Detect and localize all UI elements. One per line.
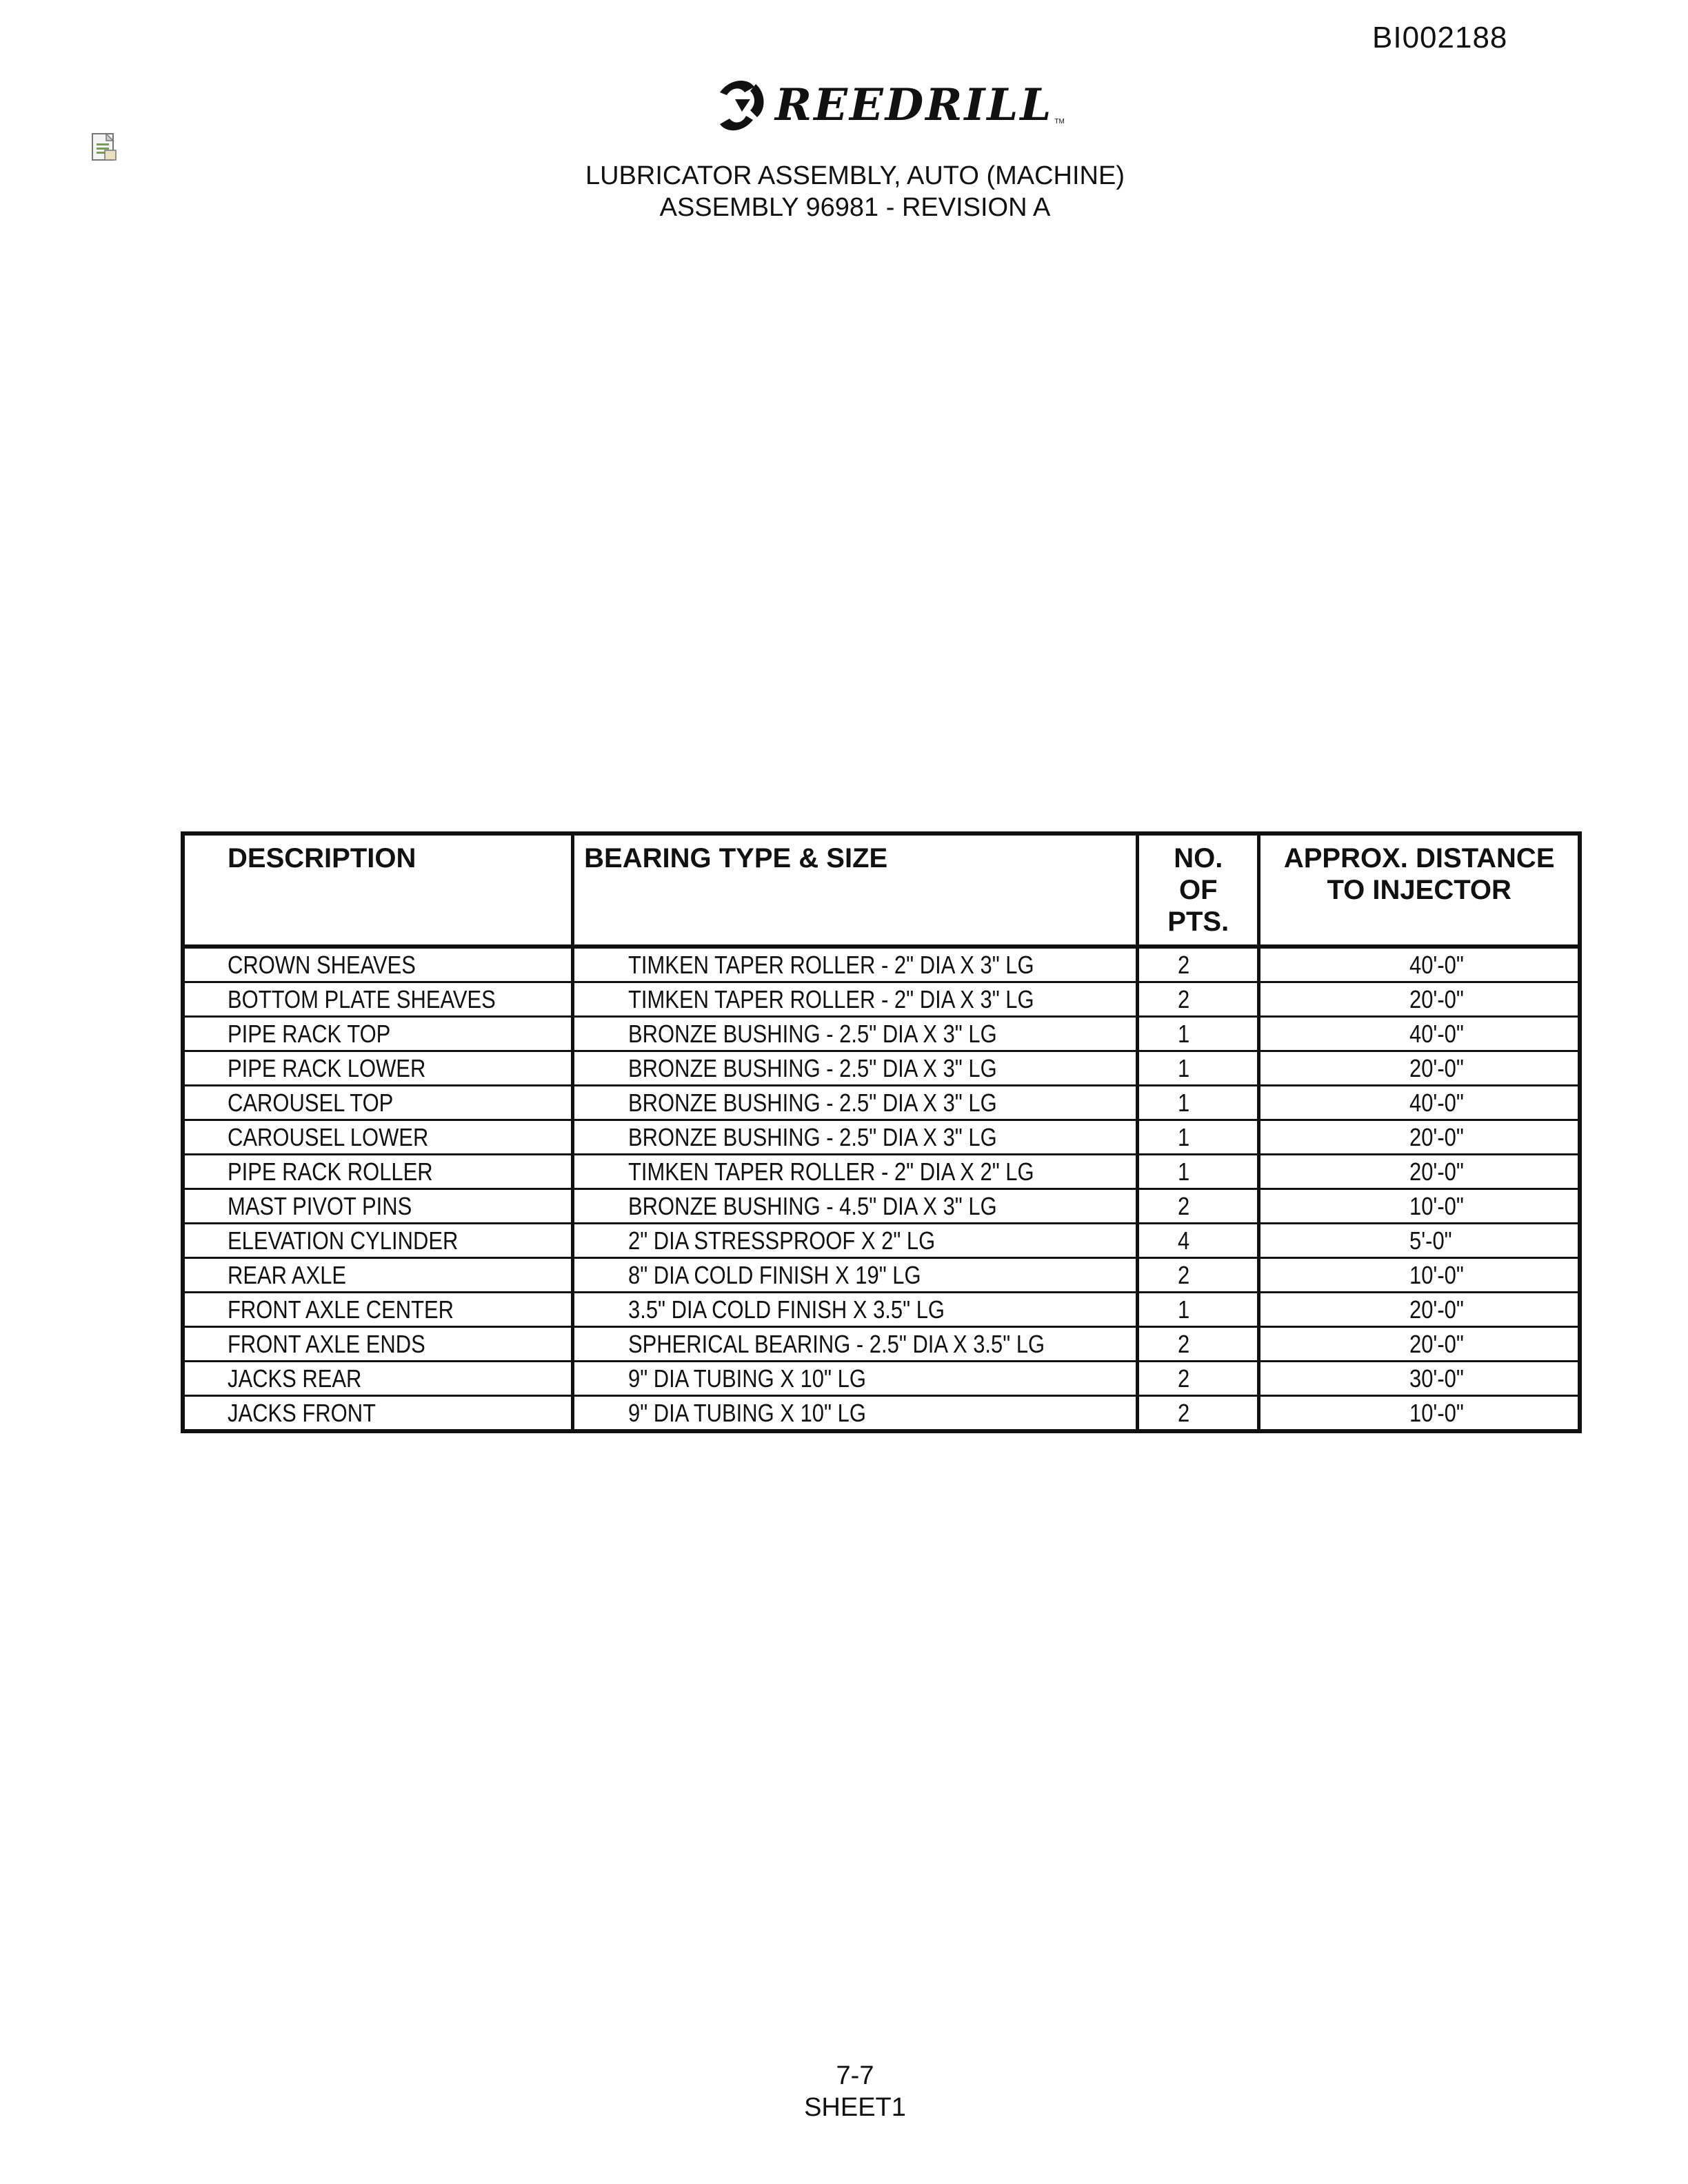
table-row [183,1362,1580,1396]
table-row [183,1258,1580,1293]
cell-number-of-points-text: 2 [1178,1399,1190,1427]
cell-distance-to-injector-text: 20'-0" [1409,1054,1465,1082]
cell-bearing-type [573,982,1138,1017]
cell-number-of-points [1138,1155,1259,1189]
cell-bearing-type-text: BRONZE BUSHING - 4.5" DIA X 3" LG [628,1192,997,1220]
header-dist-line-1: APPROX. DISTANCE [1283,843,1555,873]
table-row [183,1051,1580,1086]
table-row [183,1327,1580,1362]
cell-bearing-type-text: 3.5" DIA COLD FINISH X 3.5" LG [628,1295,945,1324]
cell-distance-to-injector-text: 20'-0" [1409,1157,1465,1186]
table-row [183,1224,1580,1258]
cell-number-of-points [1138,982,1259,1017]
cell-distance-to-injector-text: 10'-0" [1409,1261,1465,1289]
cell-bearing-type-text: BRONZE BUSHING - 2.5" DIA X 3" LG [628,1054,997,1082]
cell-description [183,1017,573,1051]
cell-number-of-points [1138,1293,1259,1327]
cell-number-of-points-text: 2 [1178,985,1190,1013]
cell-number-of-points [1138,1327,1259,1362]
cell-bearing-type [573,1224,1138,1258]
cell-distance-to-injector [1259,1293,1580,1327]
brand-logo [714,72,1065,138]
cell-bearing-type [573,1086,1138,1120]
header-pts-line-1: NO. [1174,843,1223,873]
table-row [183,1293,1580,1327]
cell-bearing-type [573,1396,1138,1432]
cell-bearing-type-text: 2" DIA STRESSPROOF X 2" LG [628,1226,936,1255]
cell-distance-to-injector-text: 20'-0" [1409,1330,1465,1358]
cell-bearing-type [573,1189,1138,1224]
table-row [183,1120,1580,1155]
table-row [183,982,1580,1017]
cell-distance-to-injector [1259,1086,1580,1120]
table-header-row [183,833,1580,947]
cell-description-text: BOTTOM PLATE SHEAVES [228,985,496,1013]
cell-number-of-points [1138,1362,1259,1396]
cell-number-of-points-text: 1 [1178,1123,1190,1151]
cell-bearing-type [573,1051,1138,1086]
cell-distance-to-injector [1259,1051,1580,1086]
cell-distance-to-injector [1259,982,1580,1017]
cell-description [183,1362,573,1396]
header-number-of-points [1138,833,1259,947]
cell-number-of-points-text: 1 [1178,1089,1190,1117]
header-dist-line-2: TO INJECTOR [1327,875,1511,905]
cell-description-text: MAST PIVOT PINS [228,1192,412,1220]
cell-description-text: CAROUSEL TOP [228,1089,394,1117]
cell-description-text: PIPE RACK TOP [228,1020,391,1048]
cell-number-of-points-text: 1 [1178,1054,1190,1082]
cell-distance-to-injector-text: 20'-0" [1409,1295,1465,1324]
cell-number-of-points-text: 2 [1178,1192,1190,1220]
cell-distance-to-injector-text: 10'-0" [1409,1399,1465,1427]
cell-bearing-type [573,947,1138,982]
cell-number-of-points-text: 1 [1178,1157,1190,1186]
cell-bearing-type [573,1155,1138,1189]
page-number: 7-7 [836,2061,874,2090]
cell-description-text: CAROUSEL LOWER [228,1123,429,1151]
document-id: BI002188 [1372,21,1508,54]
cell-number-of-points [1138,1051,1259,1086]
brand-name: REEDRILL [775,79,1054,131]
document-icon[interactable] [91,132,119,163]
header-description: DESCRIPTION [183,833,573,947]
document-title [0,160,1688,223]
cell-number-of-points [1138,1189,1259,1224]
cell-description [183,947,573,982]
cell-description-text: PIPE RACK LOWER [228,1054,426,1082]
cell-bearing-type-text: 8" DIA COLD FINISH X 19" LG [628,1261,921,1289]
cell-bearing-type [573,1327,1138,1362]
cell-description [183,1155,573,1189]
cell-number-of-points-text: 2 [1178,1261,1190,1289]
page-footer [0,2060,1688,2123]
cell-bearing-type [573,1017,1138,1051]
cell-distance-to-injector [1259,1189,1580,1224]
cell-number-of-points [1138,1224,1259,1258]
cell-description-text: FRONT AXLE CENTER [228,1295,454,1324]
cell-distance-to-injector [1259,1224,1580,1258]
header-bearing-type: BEARING TYPE & SIZE [573,833,1138,947]
title-line-1: LUBRICATOR ASSEMBLY, AUTO (MACHINE) [585,161,1125,190]
cell-description [183,982,573,1017]
table-row [183,1017,1580,1051]
cell-description-text: FRONT AXLE ENDS [228,1330,425,1358]
cell-bearing-type [573,1120,1138,1155]
cell-number-of-points [1138,1086,1259,1120]
cell-description [183,1396,573,1432]
cell-bearing-type-text: 9" DIA TUBING X 10" LG [628,1364,867,1393]
cell-bearing-type-text: BRONZE BUSHING - 2.5" DIA X 3" LG [628,1123,997,1151]
lubrication-points-table [181,831,1582,1433]
table-row [183,1155,1580,1189]
cell-description-text: CROWN SHEAVES [228,951,416,979]
cell-distance-to-injector [1259,1362,1580,1396]
cell-bearing-type [573,1258,1138,1293]
cell-description [183,1224,573,1258]
trademark-mark: TM [1054,118,1065,125]
sheet-name: SHEET1 [804,2093,906,2122]
cell-bearing-type-text: SPHERICAL BEARING - 2.5" DIA X 3.5" LG [628,1330,1045,1358]
header-pts-line-2: OF PTS. [1167,875,1229,937]
cell-bearing-type-text: TIMKEN TAPER ROLLER - 2" DIA X 3" LG [628,985,1034,1013]
cell-number-of-points [1138,1017,1259,1051]
cell-number-of-points-text: 1 [1178,1020,1190,1048]
cell-number-of-points-text: 1 [1178,1295,1190,1324]
cell-description-text: ELEVATION CYLINDER [228,1226,459,1255]
cell-number-of-points-text: 4 [1178,1226,1190,1255]
cell-number-of-points [1138,947,1259,982]
table-row [183,947,1580,982]
cell-description-text: REAR AXLE [228,1261,347,1289]
cell-number-of-points [1138,1120,1259,1155]
cell-distance-to-injector-text: 20'-0" [1409,1123,1465,1151]
cell-description [183,1258,573,1293]
table-row [183,1189,1580,1224]
cell-number-of-points-text: 2 [1178,1330,1190,1358]
cell-bearing-type [573,1362,1138,1396]
cell-description [183,1051,573,1086]
cell-bearing-type-text: BRONZE BUSHING - 2.5" DIA X 3" LG [628,1020,997,1048]
cell-description-text: PIPE RACK ROLLER [228,1157,433,1186]
cell-description [183,1293,573,1327]
cell-number-of-points-text: 2 [1178,1364,1190,1393]
cell-distance-to-injector [1259,947,1580,982]
cell-distance-to-injector-text: 30'-0" [1409,1364,1465,1393]
cell-description-text: JACKS FRONT [228,1399,376,1427]
cell-bearing-type [573,1293,1138,1327]
cell-distance-to-injector [1259,1396,1580,1432]
cell-bearing-type-text: TIMKEN TAPER ROLLER - 2" DIA X 2" LG [628,1157,1034,1186]
cell-distance-to-injector-text: 20'-0" [1409,985,1465,1013]
cell-bearing-type-text: 9" DIA TUBING X 10" LG [628,1399,867,1427]
cell-distance-to-injector-text: 40'-0" [1409,1089,1465,1117]
cell-description-text: JACKS REAR [228,1364,362,1393]
table-row [183,1396,1580,1432]
table-body [183,947,1580,1431]
cell-distance-to-injector [1259,1258,1580,1293]
cell-distance-to-injector-text: 5'-0" [1409,1226,1453,1255]
cell-distance-to-injector-text: 40'-0" [1409,951,1465,979]
cell-number-of-points [1138,1258,1259,1293]
cell-distance-to-injector [1259,1120,1580,1155]
cell-description [183,1120,573,1155]
cell-distance-to-injector [1259,1017,1580,1051]
cell-distance-to-injector-text: 10'-0" [1409,1192,1465,1220]
cell-bearing-type-text: TIMKEN TAPER ROLLER - 2" DIA X 3" LG [628,951,1034,979]
table-row [183,1086,1580,1120]
cell-number-of-points [1138,1396,1259,1432]
cell-description [183,1086,573,1120]
cell-description [183,1327,573,1362]
title-line-2: ASSEMBLY 96981 - REVISION A [659,193,1051,222]
reedrill-logo-icon [714,72,771,138]
cell-number-of-points-text: 2 [1178,951,1190,979]
cell-distance-to-injector-text: 40'-0" [1409,1020,1465,1048]
header-distance-to-injector [1259,833,1580,947]
cell-distance-to-injector [1259,1155,1580,1189]
cell-distance-to-injector [1259,1327,1580,1362]
cell-description [183,1189,573,1224]
cell-bearing-type-text: BRONZE BUSHING - 2.5" DIA X 3" LG [628,1089,997,1117]
